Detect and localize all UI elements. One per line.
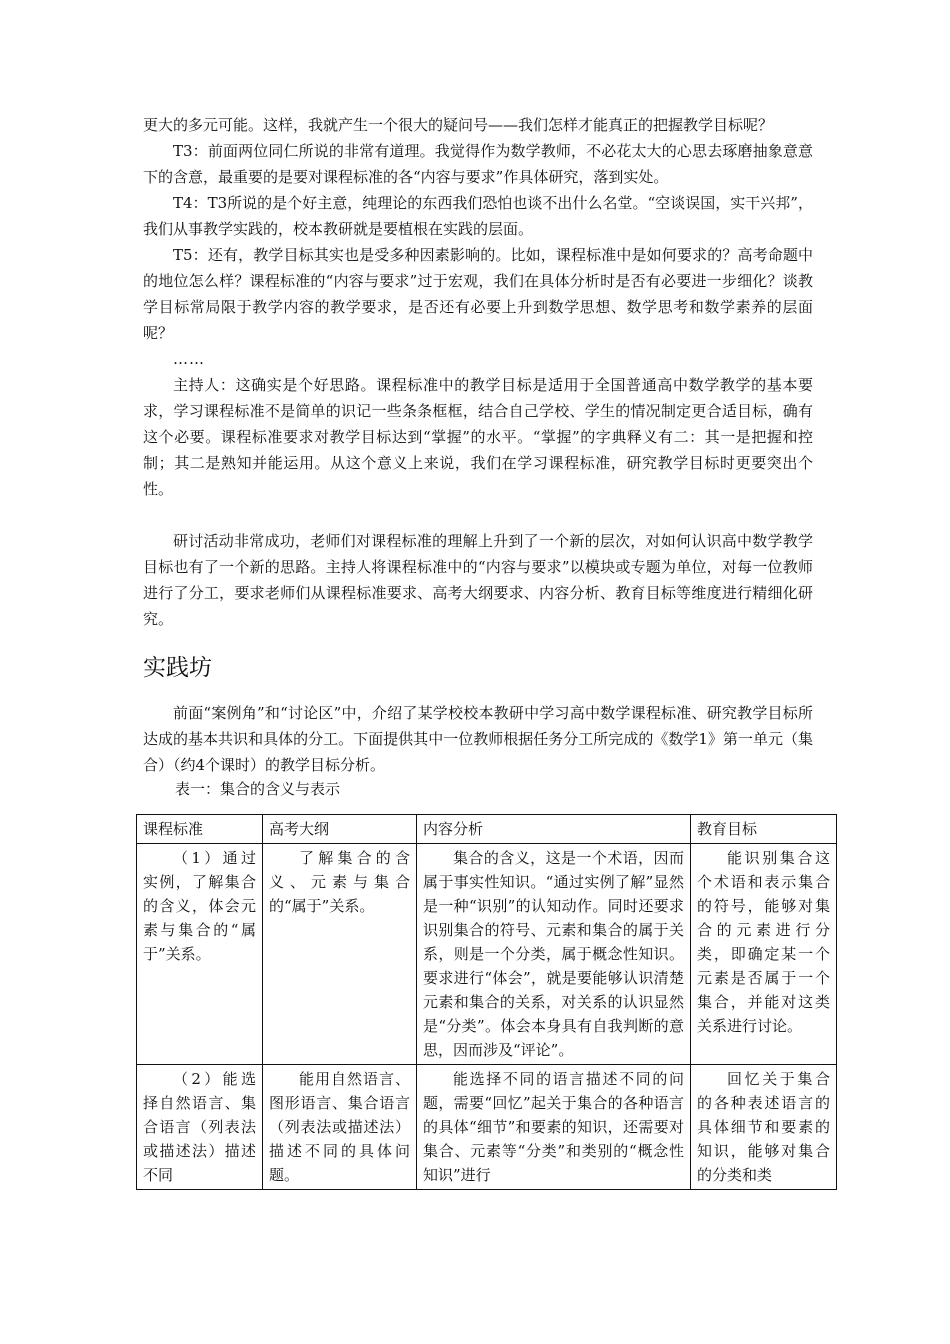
paragraph-summary: 研讨活动非常成功，老师们对课程标准的理解上升到了一个新的层次，对如何认识高中数学教学目标也有了一个新的思路。主持人将课程标准中的“内容与要求”以模块或专题为单位，对每一位教师进行了分工，要求老师们从课程标准要求、高考大纲要求、内容分析、教育目标等维度进行精细化研究。 xyxy=(143,532,813,628)
document-page xyxy=(143,112,813,800)
table-caption: 表一：集合的含义与表示 xyxy=(175,780,341,798)
paragraph-t5: T5：还有，教学目标其实也是受多种因素影响的。比如，课程标准中是如何要求的？高考命题中的地位怎么样？课程标准的“内容与要求”过于宏观，我们在具体分析时是否有必要进一步细化？谈教学目标常局限于教学内容的教学要求，是否还有必要上升到数学思想、数学思考和数学素养的层面呢？ xyxy=(143,246,813,342)
header-syllabus: 高考大纲 xyxy=(263,815,417,844)
cell-analysis: 集合的含义，这是一个术语，因而属于事实性知识。“通过实例了解”显然是一种“识别”的认知动作。同时还要求识别集合的符号、元素和集合的属于关系，则是一个分类，属于概念性知识。要求进行“体会”，就是要能够认识清楚元素和集合的关系，对关系的认识显然是“分类”。体会本身具有自我判断的意思，因而涉及“评论”。 xyxy=(417,844,691,1065)
cell-standard: （1）通过实例，了解集合的含义，体会元素与集合的“属于”关系。 xyxy=(137,844,263,1065)
paragraph-continuation: 更大的多元可能。这样，我就产生一个很大的疑问号——我们怎样才能真正的把握教学目标呢？ xyxy=(143,116,774,134)
cell-analysis: 能选择不同的语言描述不同的问题，需要“回忆”起关于集合的各种语言的具体“细节”和要素的知识，还需要对集合、元素等“分类”和类别的“概念性知识”进行 xyxy=(417,1065,691,1190)
section-title-practice: 实践坊 xyxy=(143,655,212,681)
cell-goal: 能识别集合这个术语和表示集合的符号，能够对集合的元素进行分类，即确定某一个元素是否属于一个集合，并能对这类关系进行讨论。 xyxy=(691,844,837,1065)
table-row xyxy=(137,1065,837,1190)
table-row xyxy=(137,844,837,1065)
paragraph-practice-intro: 前面“案例角”和“讨论区”中，介绍了某学校校本教研中学习高中数学课程标准、研究教学目标所达成的基本共识和具体的分工。下面提供其中一位教师根据任务分工所完成的《数学1》第一单元（集合）（约4个课时）的教学目标分析。 xyxy=(143,704,813,774)
cell-standard: （2）能选择自然语言、集合语言（列表法或描述法）描述不同 xyxy=(137,1065,263,1190)
paragraph-t4: T4：T3所说的是个好主意，纯理论的东西我们恐怕也谈不出什么名堂。“空谈误国，实干兴邦”，我们从事教学实践的，校本教研就是要植根在实践的层面。 xyxy=(143,194,813,238)
blank-line xyxy=(143,502,813,528)
header-goal: 教育目标 xyxy=(691,815,837,844)
paragraph-t3: T3：前面两位同仁所说的非常有道理。我觉得作为数学教师，不必花太大的心思去琢磨抽象意意下的含意，最重要的是要对课程标准的各“内容与要求”作具体研究，落到实处。 xyxy=(143,142,813,186)
header-analysis: 内容分析 xyxy=(417,815,691,844)
paragraph-host: 主持人：这确实是个好思路。课程标准中的教学目标是适用于全国普通高中数学教学的基本要求，学习课程标准不是简单的识记一些条条框框，结合自己学校、学生的情况制定更合适目标，确有这个必要。课程标准要求对教学目标达到“掌握”的水平。“掌握”的字典释义有二：其一是把握和控制；其二是熟知并能运用。从这个意义上来说，我们在学习课程标准，研究教学目标时更要突出个性。 xyxy=(143,376,813,498)
table-header-row xyxy=(137,815,837,844)
cell-syllabus: 能用自然语言、图形语言、集合语言（列表法或描述法）描述不同的具体问题。 xyxy=(263,1065,417,1190)
ellipsis: …… xyxy=(173,350,205,368)
teaching-goals-table xyxy=(136,814,837,1190)
cell-syllabus: 了解集合的含义、元素与集合的“属于”关系。 xyxy=(263,844,417,1065)
cell-goal: 回忆关于集合的各种表述语言的具体细节和要素的知识，能够对集合的分类和类 xyxy=(691,1065,837,1190)
header-standard: 课程标准 xyxy=(137,815,263,844)
